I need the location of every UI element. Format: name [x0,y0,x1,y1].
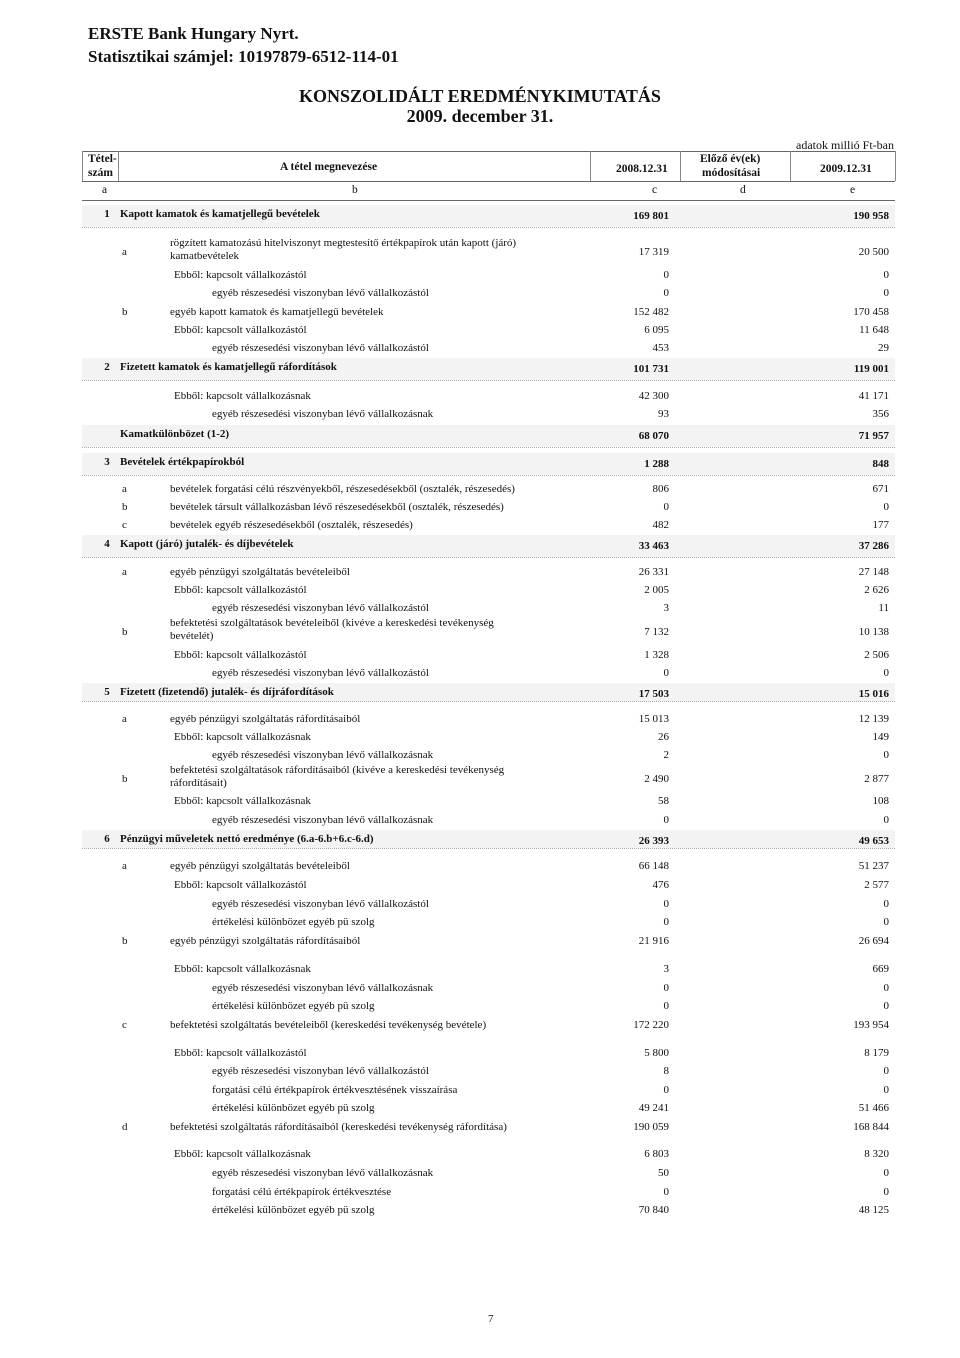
table-row [82,358,895,380]
value-2009: 41 171 [858,390,889,402]
value-2009: 26 694 [858,935,889,947]
value-2009: 11 648 [859,324,889,336]
row-letter: b [122,773,128,785]
value-2008: 2 490 [644,773,669,785]
value-2009: 190 958 [853,210,889,222]
row-letter: a [122,860,127,872]
row-letter: a [122,246,127,258]
row-label: bevételek forgatási célú részvényekből, részesedésekből (osztalék, részesedés) [170,483,515,495]
col-head-itemno-2: szám [88,167,113,179]
value-2009: 177 [872,519,889,531]
value-2009: 0 [883,667,889,679]
value-2008: 806 [652,483,669,495]
row-label: Ebből: kapcsolt vállalkozásnak [174,795,311,807]
row-letter: b [122,306,128,318]
value-2009: 356 [872,408,889,420]
value-2008: 0 [663,1000,669,1012]
table-row [82,960,895,978]
table-row [82,664,895,682]
value-2009: 168 844 [853,1121,889,1133]
value-2009: 671 [872,483,889,495]
table-row [82,811,895,829]
value-2008: 0 [663,814,669,826]
row-label: rögzített kamatozású hitelviszonyt megtestesítő értékpapírok után kapott (járó) [170,237,517,249]
table-row [82,1118,895,1136]
value-2009: 2 506 [864,649,889,661]
col-head-name: A tétel megnevezése [280,161,378,173]
value-2009: 0 [883,501,889,513]
row-label: Fizetett (fizetendő) jutalék- és díjráfordítások [120,686,334,698]
table-row [82,746,895,764]
row-label: Ebből: kapcsolt vállalkozástól [174,1047,307,1059]
row-letter: a [122,566,127,578]
value-2009: 0 [883,814,889,826]
row-label: Bevételek értékpapírokból [120,456,245,468]
value-2008: 169 801 [633,210,669,222]
row-label: értékelési különbözet egyéb pü szolg [212,1102,375,1114]
value-2009: 0 [883,898,889,910]
row-label: egyéb pénzügyi szolgáltatás bevételeiből [170,860,350,872]
row-label: egyéb részesedési viszonyban lévő vállalkozástól [212,287,429,299]
value-2009: 10 138 [858,626,889,638]
value-2008: 42 300 [638,390,669,402]
row-label: forgatási célú értékpapírok értékvesztése [212,1186,392,1198]
value-2009: 11 [878,602,889,614]
row-label: Ebből: kapcsolt vállalkozásnak [174,390,311,402]
value-2008: 58 [658,795,669,807]
value-2009: 0 [883,1186,889,1198]
row-label: Fizetett kamatok és kamatjellegű ráfordítások [120,361,337,373]
value-2008: 93 [658,408,669,420]
row-number: 2 [104,361,110,373]
table-row [82,1183,895,1201]
value-2009: 15 016 [858,688,889,700]
col-head-mod-1: Előző év(ek) [700,153,761,165]
value-2008: 68 070 [638,430,669,442]
row-label-cont: ráfordításait) [170,777,227,789]
table-row [82,683,895,701]
value-2008: 0 [663,898,669,910]
value-2009: 12 139 [858,713,889,725]
value-2008: 21 916 [638,935,669,947]
table-row [82,339,895,357]
table-row [82,876,895,894]
row-letter: c [122,1019,127,1031]
row-label: egyéb kapott kamatok és kamatjellegű bevételek [170,306,384,318]
row-label: egyéb pénzügyi szolgáltatás bevételeiből [170,566,350,578]
unit-note: adatok millió Ft-ban [796,138,894,152]
table-row [82,1164,895,1182]
row-label: Kamatkülönbözet (1-2) [120,428,230,440]
value-2008: 7 132 [644,626,669,638]
col-head-mod-2: módosításai [702,167,761,179]
table-row [82,1081,895,1099]
value-2009: 149 [872,731,889,743]
row-label: egyéb pénzügyi szolgáltatás ráfordításaiból [170,713,361,725]
value-2008: 66 148 [638,860,669,872]
row-label: befektetési szolgáltatás ráfordításaiból (kereskedési tevékenység ráfordítása) [170,1121,507,1133]
value-2008: 0 [663,287,669,299]
row-label-cont: bevételét) [170,630,214,642]
value-2008: 5 800 [644,1047,669,1059]
table-row [82,997,895,1015]
value-2009: 119 001 [853,363,889,375]
table-row [82,618,895,640]
value-2008: 482 [652,519,669,531]
value-2009: 0 [883,1000,889,1012]
value-2008: 6 803 [644,1148,669,1160]
page-number: 7 [488,1313,494,1325]
table-row [82,932,895,950]
col-letter-a: a [102,184,108,196]
value-2009: 2 577 [864,879,889,891]
value-2009: 108 [872,795,889,807]
value-2008: 0 [663,1186,669,1198]
table-row [82,405,895,423]
table-row [82,895,895,913]
value-2009: 51 466 [858,1102,889,1114]
table-row [82,599,895,617]
table-row [82,913,895,931]
row-label: Ebből: kapcsolt vállalkozásnak [174,963,311,975]
row-label: értékelési különbözet egyéb pü szolg [212,1204,375,1216]
row-number: 1 [104,208,110,220]
table-row [82,764,895,789]
table-row [82,535,895,557]
row-label: Ebből: kapcsolt vállalkozástól [174,269,307,281]
value-2008: 15 013 [638,713,669,725]
row-number: 6 [104,833,110,845]
col-letter-b: b [352,184,358,196]
row-label: forgatási célú értékpapírok értékvesztésének visszaírása [212,1084,458,1096]
row-label: egyéb részesedési viszonyban lévő vállalkozástól [212,342,429,354]
value-2008: 49 241 [638,1102,669,1114]
table-row [82,205,895,227]
value-2008: 33 463 [638,540,669,552]
row-label: értékelési különbözet egyéb pü szolg [212,1000,375,1012]
table-row [82,480,895,498]
value-2008: 0 [663,916,669,928]
value-2009: 27 148 [858,566,889,578]
row-label: Ebből: kapcsolt vállalkozásnak [174,1148,311,1160]
row-label: értékelési különbözet egyéb pü szolg [212,916,375,928]
row-label: egyéb részesedési viszonyban lévő vállalkozásnak [212,982,434,994]
table-row [82,1099,895,1117]
table-row [82,1201,895,1219]
value-2009: 0 [883,916,889,928]
value-2009: 2 626 [864,584,889,596]
value-2009: 0 [883,1084,889,1096]
table-row [82,284,895,302]
table-row [82,646,895,664]
value-2009: 51 237 [858,860,889,872]
value-2008: 3 [663,963,669,975]
col-letter-c: c [652,184,658,196]
value-2008: 8 [663,1065,669,1077]
report-date: 2009. december 31. [406,106,554,126]
row-label: Ebből: kapcsolt vállalkozástól [174,649,307,661]
table-row [82,387,895,405]
value-2008: 172 220 [633,1019,669,1031]
value-2008: 17 503 [638,688,669,700]
col-letter-e: e [850,184,856,196]
value-2008: 0 [663,269,669,281]
company-name: ERSTE Bank Hungary Nyrt. [88,24,299,43]
table-row [82,321,895,339]
row-number: 5 [104,686,110,698]
value-2008: 0 [663,501,669,513]
table-row [82,1016,895,1034]
table-row [82,830,895,848]
value-2008: 453 [652,342,669,354]
table-row [82,581,895,599]
value-2009: 48 125 [858,1204,889,1216]
row-label: bevételek egyéb részesedésekből (osztalék, részesedés) [170,519,413,531]
value-2008: 1 328 [644,649,669,661]
row-label: Kapott (járó) jutalék- és díjbevételek [120,538,294,550]
value-2008: 1 288 [644,458,669,470]
value-2008: 6 095 [644,324,669,336]
row-label: egyéb részesedési viszonyban lévő vállalkozásnak [212,814,434,826]
value-2009: 0 [883,287,889,299]
row-label: egyéb részesedési viszonyban lévő vállalkozásnak [212,749,434,761]
row-label: egyéb pénzügyi szolgáltatás ráfordításaiból [170,935,361,947]
report-title: KONSZOLIDÁLT EREDMÉNYKIMUTATÁS [299,86,661,106]
table-row [82,498,895,516]
row-number: 3 [104,456,110,468]
value-2009: 8 179 [864,1047,889,1059]
row-label-cont: kamatbevételek [170,250,240,262]
value-2008: 0 [663,667,669,679]
row-label: befektetési szolgáltatások bevételeiből (kivéve a kereskedési tevékenység [170,617,494,629]
value-2009: 669 [872,963,889,975]
row-label: befektetési szolgáltatás bevételeiből (kereskedési tevékenység bevétele) [170,1019,487,1031]
value-2009: 37 286 [858,540,889,552]
row-label: egyéb részesedési viszonyban lévő vállalkozástól [212,602,429,614]
row-label: Ebből: kapcsolt vállalkozástól [174,324,307,336]
value-2009: 0 [883,269,889,281]
table-row [82,453,895,475]
table-row [82,563,895,581]
value-2009: 2 877 [864,773,889,785]
table-row [82,238,895,260]
value-2008: 0 [663,1084,669,1096]
table-row [82,425,895,447]
row-label: Ebből: kapcsolt vállalkozástól [174,584,307,596]
row-label: egyéb részesedési viszonyban lévő vállalkozástól [212,667,429,679]
row-number: 4 [104,538,110,550]
col-head-itemno-1: Tétel- [88,153,117,165]
row-label: egyéb részesedési viszonyban lévő vállalkozásnak [212,1167,434,1179]
row-label: Ebből: kapcsolt vállalkozásnak [174,731,311,743]
value-2008: 0 [663,982,669,994]
row-letter: a [122,483,127,495]
row-letter: b [122,626,128,638]
row-label: bevételek társult vállalkozásban lévő részesedésekből (osztalék, részesedés) [170,501,504,513]
row-letter: d [122,1121,128,1133]
value-2009: 0 [883,749,889,761]
value-2009: 71 957 [858,430,889,442]
row-letter: b [122,501,128,513]
value-2008: 101 731 [633,363,669,375]
value-2009: 848 [872,458,889,470]
row-label: egyéb részesedési viszonyban lévő vállalkozástól [212,1065,429,1077]
value-2009: 0 [883,982,889,994]
col-letter-d: d [740,184,746,196]
table-row [82,979,895,997]
row-letter: c [122,519,127,531]
value-2009: 0 [883,1065,889,1077]
value-2009: 49 653 [858,835,889,847]
value-2008: 190 059 [633,1121,669,1133]
value-2008: 26 [658,731,669,743]
value-2008: 17 319 [638,246,669,258]
value-2008: 2 005 [644,584,669,596]
row-label: egyéb részesedési viszonyban lévő vállalkozástól [212,898,429,910]
value-2009: 29 [878,342,889,354]
value-2008: 3 [663,602,669,614]
col-head-prev: 2008.12.31 [616,163,668,175]
value-2009: 0 [883,1167,889,1179]
table-row [82,1062,895,1080]
value-2008: 2 [663,749,669,761]
value-2009: 170 458 [853,306,889,318]
row-label: Pénzügyi műveletek nettó eredménye (6.a-6.b+6.c-6.d) [120,833,374,845]
table-row [82,266,895,284]
value-2008: 26 393 [638,835,669,847]
col-head-curr: 2009.12.31 [820,163,872,175]
row-label: Kapott kamatok és kamatjellegű bevételek [120,208,320,220]
table-row [82,303,895,321]
row-label: befektetési szolgáltatások ráfordításaiból (kivéve a kereskedési tevékenység [170,764,505,776]
value-2008: 50 [658,1167,669,1179]
value-2008: 476 [652,879,669,891]
row-letter: b [122,935,128,947]
value-2009: 20 500 [858,246,889,258]
value-2008: 70 840 [638,1204,669,1216]
table-row [82,516,895,534]
value-2008: 152 482 [633,306,669,318]
value-2008: 26 331 [638,566,669,578]
table-row [82,728,895,746]
value-2009: 8 320 [864,1148,889,1160]
statistical-number: Statisztikai számjel: 10197879-6512-114-01 [88,47,399,66]
value-2009: 193 954 [853,1019,889,1031]
row-label: Ebből: kapcsolt vállalkozástól [174,879,307,891]
row-label: egyéb részesedési viszonyban lévő vállalkozásnak [212,408,434,420]
row-letter: a [122,713,127,725]
